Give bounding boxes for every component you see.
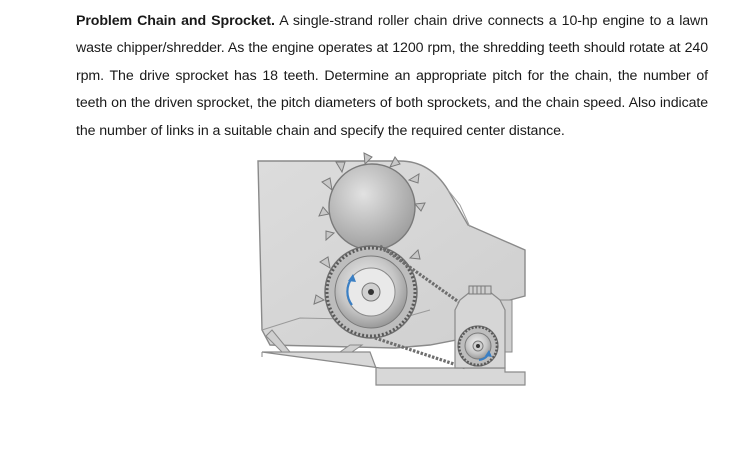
housing-body bbox=[258, 161, 525, 348]
problem-body: A single-strand roller chain drive connects a 10-hp engine to a lawn waste chipper/shredder. As the engine operates at 1200 rpm, the shredding teeth should rotate at 240 rpm. The drive sprocket has 18 teeth. Determine an appropriate pitch for the chain, the number of teeth on the driven sprocket, the pitch diameters of both sprockets, and the chain speed. Also indicate the number of links in a suitable chain and specify the required center distance. bbox=[76, 13, 708, 139]
housing-leg-right bbox=[497, 300, 512, 352]
problem-title: Problem Chain and Sprocket. bbox=[76, 13, 275, 29]
housing-leg-left bbox=[266, 330, 290, 352]
upper-shredder-drum bbox=[319, 153, 425, 250]
problem-statement bbox=[76, 8, 708, 145]
roller-chain bbox=[375, 246, 470, 368]
driven-rotation-arrow bbox=[347, 278, 352, 305]
engine-bracket bbox=[455, 292, 505, 368]
housing-leg-middle bbox=[340, 345, 362, 352]
engine-top bbox=[469, 286, 491, 294]
drive-sprocket bbox=[458, 326, 498, 366]
drive-rotation-arrow bbox=[479, 355, 488, 360]
driven-sprocket bbox=[314, 246, 420, 338]
base-plate bbox=[262, 352, 525, 385]
